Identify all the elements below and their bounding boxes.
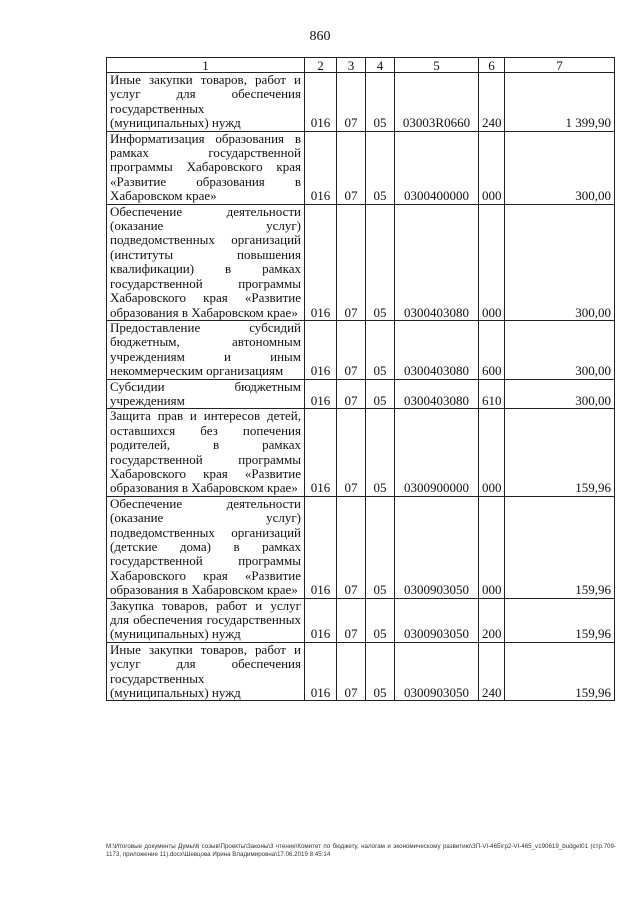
row-subsection-cell: 05 [366, 73, 395, 132]
row-amount-cell: 159,96 [505, 642, 615, 701]
page-number: 860 [309, 29, 331, 44]
row-expense-type-cell: 600 [479, 320, 505, 379]
row-name-cell: Обеспечение деятельности (оказание услуг) подведомственных организаций (детские дома) в рамках государственной программы Хабаровского края «Развитие образования в Хабаровском крае» [107, 496, 305, 598]
row-target-article-cell: 0300900000 [395, 409, 479, 496]
column-header: 1 [107, 58, 305, 73]
row-section-cell: 07 [337, 320, 366, 379]
row-section-cell: 07 [337, 204, 366, 320]
column-header: 4 [366, 58, 395, 73]
row-subsection-cell: 05 [366, 131, 395, 204]
column-header: 5 [395, 58, 479, 73]
row-section-cell: 07 [337, 131, 366, 204]
row-name-cell: Субсидии бюджетным учреждениям [107, 379, 305, 409]
row-expense-type-cell: 610 [479, 379, 505, 409]
row-amount-cell: 159,96 [505, 598, 615, 642]
row-code-cell: 016 [305, 409, 337, 496]
row-subsection-cell: 05 [366, 598, 395, 642]
row-code-cell: 016 [305, 379, 337, 409]
row-target-article-cell: 0300903050 [395, 598, 479, 642]
row-amount-cell: 159,96 [505, 496, 615, 598]
column-header: 7 [505, 58, 615, 73]
row-target-article-cell: 0300403080 [395, 320, 479, 379]
row-code-cell: 016 [305, 204, 337, 320]
row-section-cell: 07 [337, 73, 366, 132]
row-code-cell: 016 [305, 598, 337, 642]
row-expense-type-cell: 000 [479, 496, 505, 598]
row-target-article-cell: 0300403080 [395, 379, 479, 409]
row-code-cell: 016 [305, 642, 337, 701]
table-header-row [107, 58, 615, 73]
row-expense-type-cell: 200 [479, 598, 505, 642]
row-name-cell: Обеспечение деятельности (оказание услуг) подведомственных организаций (институты повышения квалификации) в рамках государственной программы Хабаровского края «Развитие образования в Хабаровском крае» [107, 204, 305, 320]
row-amount-cell: 300,00 [505, 131, 615, 204]
table-row [107, 409, 615, 496]
row-name-cell: Предоставление субсидий бюджетным, автономным учреждениям и иным некоммерческим организациям [107, 320, 305, 379]
row-subsection-cell: 05 [366, 642, 395, 701]
row-code-cell: 016 [305, 320, 337, 379]
row-subsection-cell: 05 [366, 320, 395, 379]
row-amount-cell: 300,00 [505, 204, 615, 320]
row-code-cell: 016 [305, 496, 337, 598]
row-section-cell: 07 [337, 496, 366, 598]
row-amount-cell: 1 399,90 [505, 73, 615, 132]
row-section-cell: 07 [337, 598, 366, 642]
column-header: 6 [479, 58, 505, 73]
row-section-cell: 07 [337, 642, 366, 701]
column-header: 2 [305, 58, 337, 73]
row-expense-type-cell: 000 [479, 204, 505, 320]
row-target-article-cell: 0300403080 [395, 204, 479, 320]
table-row [107, 131, 615, 204]
table-row [107, 496, 615, 598]
row-code-cell: 016 [305, 73, 337, 132]
row-name-cell: Информатизация образования в рамках государственной программы Хабаровского края «Развитие образования в Хабаровском крае» [107, 131, 305, 204]
row-expense-type-cell: 000 [479, 409, 505, 496]
row-target-article-cell: 03003R0660 [395, 73, 479, 132]
table-row [107, 320, 615, 379]
row-section-cell: 07 [337, 379, 366, 409]
column-header: 3 [337, 58, 366, 73]
row-name-cell: Иные закупки товаров, работ и услуг для обеспечения государственных (муниципальных) нужд [107, 73, 305, 132]
table-row [107, 642, 615, 701]
table-row [107, 73, 615, 132]
row-amount-cell: 159,96 [505, 409, 615, 496]
row-target-article-cell: 0300903050 [395, 496, 479, 598]
row-target-article-cell: 0300903050 [395, 642, 479, 701]
row-amount-cell: 300,00 [505, 320, 615, 379]
row-name-cell: Закупка товаров, работ и услуг для обеспечения государственных (муниципальных) нужд [107, 598, 305, 642]
row-name-cell: Защита прав и интересов детей, оставшихся без попечения родителей, в рамках государственной программы Хабаровского края «Развитие образования в Хабаровском крае» [107, 409, 305, 496]
row-section-cell: 07 [337, 409, 366, 496]
row-target-article-cell: 0300400000 [395, 131, 479, 204]
row-subsection-cell: 05 [366, 204, 395, 320]
row-subsection-cell: 05 [366, 496, 395, 598]
row-expense-type-cell: 240 [479, 642, 505, 701]
row-expense-type-cell: 240 [479, 73, 505, 132]
document-path-footer: M:\Итоговые документы Думы\6 созыв\Проекты\Законы\3 чтение\Комитет по бюджету, налогам и экономическому развитию\ЗП-VI-465\гр2-VI-465_v190619_budget01 (стр.709-1173, приложение 11).docx\Шевцова Ирина Владимировна\17.06.2019 8:45:14 [106, 843, 616, 858]
budget-table [106, 57, 615, 701]
row-subsection-cell: 05 [366, 379, 395, 409]
row-name-cell: Иные закупки товаров, работ и услуг для обеспечения государственных (муниципальных) нужд [107, 642, 305, 701]
table-row [107, 379, 615, 409]
row-amount-cell: 300,00 [505, 379, 615, 409]
row-subsection-cell: 05 [366, 409, 395, 496]
row-expense-type-cell: 000 [479, 131, 505, 204]
table-row [107, 598, 615, 642]
table-row [107, 204, 615, 320]
row-code-cell: 016 [305, 131, 337, 204]
